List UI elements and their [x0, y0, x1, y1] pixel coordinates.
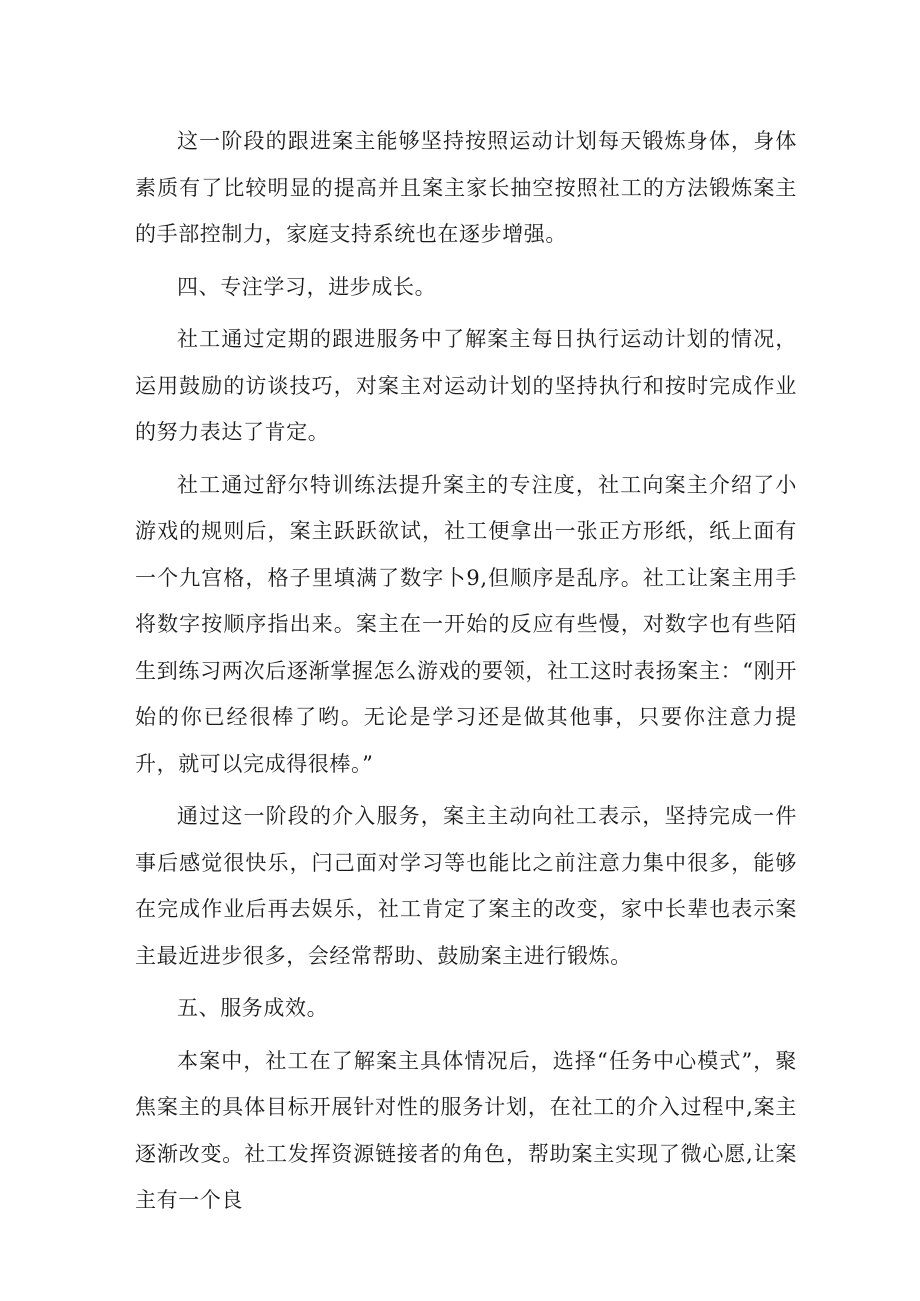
paragraph-intervention-outcome: 通过这一阶段的介入服务，案主主动向社工表示，坚持完成一件事后感觉很快乐，闩己面对学习等也能比之前注意力集中很多，能够在完成作业后再去娱乐，社工肯定了案主的改变，家中长辈也表示案主最近进步很多，会经常帮助、鼓励案主进行锻炼。 [135, 804, 797, 968]
paragraph-progress-summary: 这一阶段的跟进案主能够坚持按照运动计划每天锻炼身体，身体素质有了比较明显的提高并且案主家长抽空按照社工的方法锻炼案主的手部控制力，家庭支持系统也在逐步增强。 [135, 129, 797, 246]
section-heading-service-results: 五、服务成效。 [177, 996, 329, 1020]
paragraph-follow-up-service: 社工通过定期的跟进服务中了解案主每日执行运动计划的情况，运用鼓励的访谈技巧，对案主对运动计划的坚持执行和按时完成作业的努力表达了肯定。 [135, 327, 797, 444]
paragraph-schulte-training: 社工通过舒尔特训练法提升案主的专注度，社工向案主介绍了小游戏的规则后，案主跃跃欲试，社工便拿出一张正方形纸，纸上面有一个九宫格，格子里填满了数字卜9,但顺序是乱序。社工让案主用手将数字按顺序指出来。案主在一开始的反应有些慢，对数字也有些陌生到练习两次后逐渐掌握怎么游戏的要领，社工这时表扬案主：“刚开始的你已经很棒了哟。无论是学习还是做其他事，只要你注意力提升，就可以完成得很棒。” [135, 472, 797, 776]
document-body [135, 118, 797, 1224]
section-heading-focus-learning: 四、专注学习，进步成长。 [177, 274, 437, 299]
paragraph-case-conclusion: 本案中，社工在了解案主具体情况后，选择“任务中心模式”，聚焦案主的具体目标开展针对性的服务计划，在社工的介入过程中,案主逐渐改变。社工发挥资源链接者的角色，帮助案主实现了微心愿,让案主有一个良 [135, 1048, 797, 1212]
